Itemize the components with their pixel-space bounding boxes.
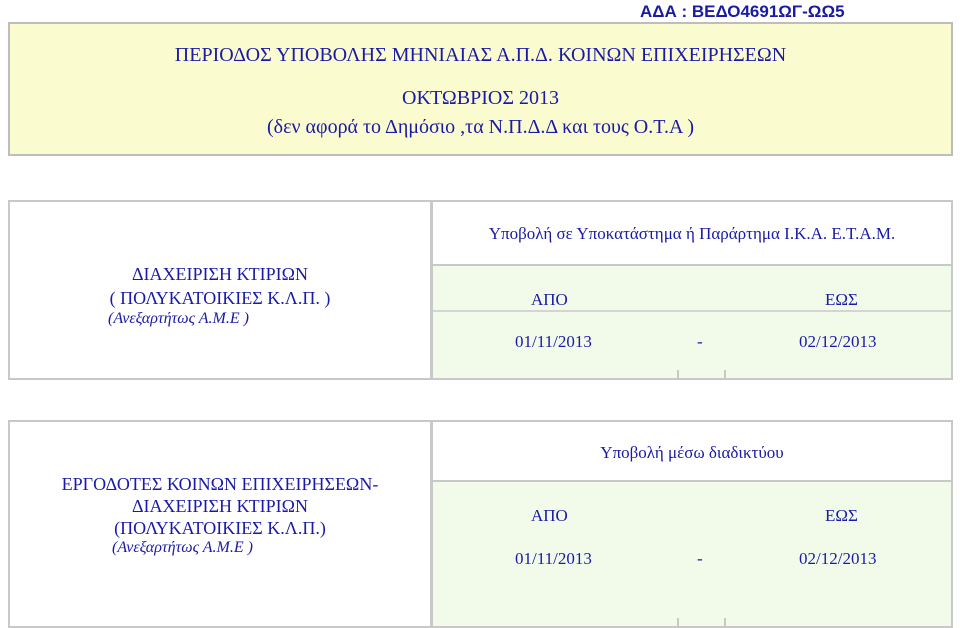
section2-tick-left — [677, 618, 679, 626]
section2-to-label: ΕΩΣ — [825, 506, 858, 525]
section2-title-line3: (ΠΟΛΥΚΑΤΟΙΚΙΕΣ Κ.Λ.Π.) — [114, 518, 326, 538]
section2-tick-right — [724, 618, 726, 626]
section2-dash: - — [697, 549, 703, 568]
section2-to-date: 02/12/2013 — [799, 549, 877, 568]
ada-code: ΑΔΑ : ΒΕΔΟ4691ΩΓ-ΩΩ5 — [640, 2, 845, 21]
section1-tick-left — [677, 370, 679, 378]
section1-note: (Ανεξαρτήτως Α.Μ.Ε ) — [108, 310, 249, 327]
section1-title-line1: ΔΙΑΧΕΙΡΙΣΗ ΚΤΙΡΙΩΝ — [131, 264, 309, 284]
exclusion-note: (δεν αφορά το Δημόσιο ,τα Ν.Π.Δ.Δ και τους Ο.Τ.Α ) — [267, 116, 694, 138]
section1-divider — [433, 310, 951, 312]
section1-from-date: 01/11/2013 — [515, 332, 592, 351]
building-management-section — [8, 200, 953, 380]
section1-dates-cell — [433, 202, 951, 378]
section1-to-date: 02/12/2013 — [799, 332, 877, 351]
header-box — [8, 22, 953, 156]
section2-title-line2: ΔΙΑΧΕΙΡΙΣΗ ΚΤΙΡΙΩΝ — [131, 496, 309, 516]
section2-note: (Ανεξαρτήτως Α.Μ.Ε ) — [112, 539, 253, 556]
section2-subtitle: Υποβολή μέσω διαδικτύου — [433, 443, 951, 463]
section1-tick-right — [724, 370, 726, 378]
section1-subtitle: Υποβολή σε Υποκατάστημα ή Παράρτημα Ι.Κ.Α. Ε.Τ.Α.Μ. — [433, 224, 951, 244]
section2-dates-cell — [433, 422, 951, 626]
section1-title-line2: ( ΠΟΛΥΚΑΤΟΙΚΙΕΣ Κ.Λ.Π. ) — [109, 288, 331, 308]
section1-to-label: ΕΩΣ — [825, 290, 858, 309]
section1-date-panel — [433, 264, 951, 378]
section2-title-line1: ΕΡΓΟΔΟΤΕΣ ΚΟΙΝΩΝ ΕΠΙΧΕΙΡΗΣΕΩΝ- — [61, 474, 379, 494]
section2-from-date: 01/11/2013 — [515, 549, 592, 568]
period-title: ΠΕΡΙΟΔΟΣ ΥΠΟΒΟΛΗΣ ΜΗΝΙΑΙΑΣ Α.Π.Δ. ΚΟΙΝΩΝ ΕΠΙΧΕΙΡΗΣΕΩΝ — [174, 44, 787, 66]
section1-dash: - — [697, 332, 703, 351]
month-year: ΟΚΤΩΒΡΙΟΣ 2013 — [402, 87, 559, 109]
section1-from-label: ΑΠΟ — [531, 290, 568, 309]
section2-label-cell — [10, 422, 433, 626]
online-submission-section — [8, 420, 953, 628]
section1-label-cell — [10, 202, 433, 378]
section2-from-label: ΑΠΟ — [531, 506, 568, 525]
section2-date-panel — [433, 480, 951, 626]
